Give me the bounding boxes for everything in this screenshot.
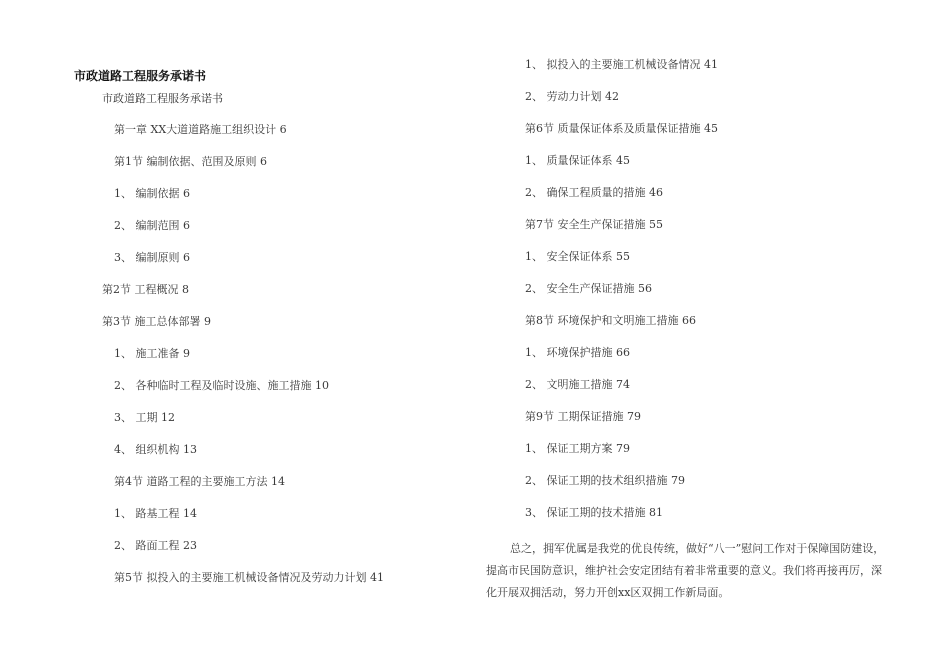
toc-line: 第2节 工程概况 8 (102, 283, 189, 296)
toc-line: 2、 各种临时工程及临时设施、施工措施 10 (114, 379, 329, 392)
toc-line: 3、 编制原则 6 (114, 251, 190, 264)
toc-line: 2、 劳动力计划 42 (525, 90, 619, 103)
toc-line: 1、 编制依据 6 (114, 187, 190, 200)
toc-line: 2、 保证工期的技术组织措施 79 (525, 474, 685, 487)
toc-line: 第7节 安全生产保证措施 55 (525, 218, 663, 231)
toc-line: 第一章 XX大道道路施工组织设计 6 (114, 123, 287, 136)
toc-line: 3、 保证工期的技术措施 81 (525, 506, 663, 519)
toc-line: 市政道路工程服务承诺书 (102, 92, 223, 105)
toc-line: 第6节 质量保证体系及质量保证措施 45 (525, 122, 718, 135)
document-title: 市政道路工程服务承诺书 (74, 69, 207, 83)
toc-line: 2、 安全生产保证措施 56 (525, 282, 652, 295)
toc-line: 1、 路基工程 14 (114, 507, 197, 520)
toc-line: 1、 拟投入的主要施工机械设备情况 41 (525, 58, 718, 71)
toc-line: 4、 组织机构 13 (114, 443, 197, 456)
toc-line: 1、 环境保护措施 66 (525, 346, 630, 359)
toc-line: 第9节 工期保证措施 79 (525, 410, 641, 423)
toc-line: 1、 保证工期方案 79 (525, 442, 630, 455)
toc-line: 第8节 环境保护和文明施工措施 66 (525, 314, 696, 327)
toc-line: 第4节 道路工程的主要施工方法 14 (114, 475, 285, 488)
toc-line: 2、 编制范围 6 (114, 219, 190, 232)
toc-line: 3、 工期 12 (114, 411, 175, 424)
toc-line: 2、 确保工程质量的措施 46 (525, 186, 663, 199)
toc-line: 1、 质量保证体系 45 (525, 154, 630, 167)
closing-paragraph: 总之，拥军优属是我党的优良传统，做好“八一”慰问工作对于保障国防建设，提高市民国防意识，维护社会安定团结有着非常重要的意义。我们将再接再厉，深化开展双拥活动，努力开创xx区双拥工作新局面。 (486, 542, 885, 599)
toc-line: 第3节 施工总体部署 9 (102, 315, 211, 328)
toc-line: 第1节 编制依据、范围及原则 6 (114, 155, 267, 168)
toc-line: 1、 安全保证体系 55 (525, 250, 630, 263)
toc-line: 1、 施工准备 9 (114, 347, 190, 360)
toc-line: 2、 文明施工措施 74 (525, 378, 630, 391)
toc-line: 第5节 拟投入的主要施工机械设备情况及劳动力计划 41 (114, 571, 384, 584)
toc-line: 2、 路面工程 23 (114, 539, 197, 552)
